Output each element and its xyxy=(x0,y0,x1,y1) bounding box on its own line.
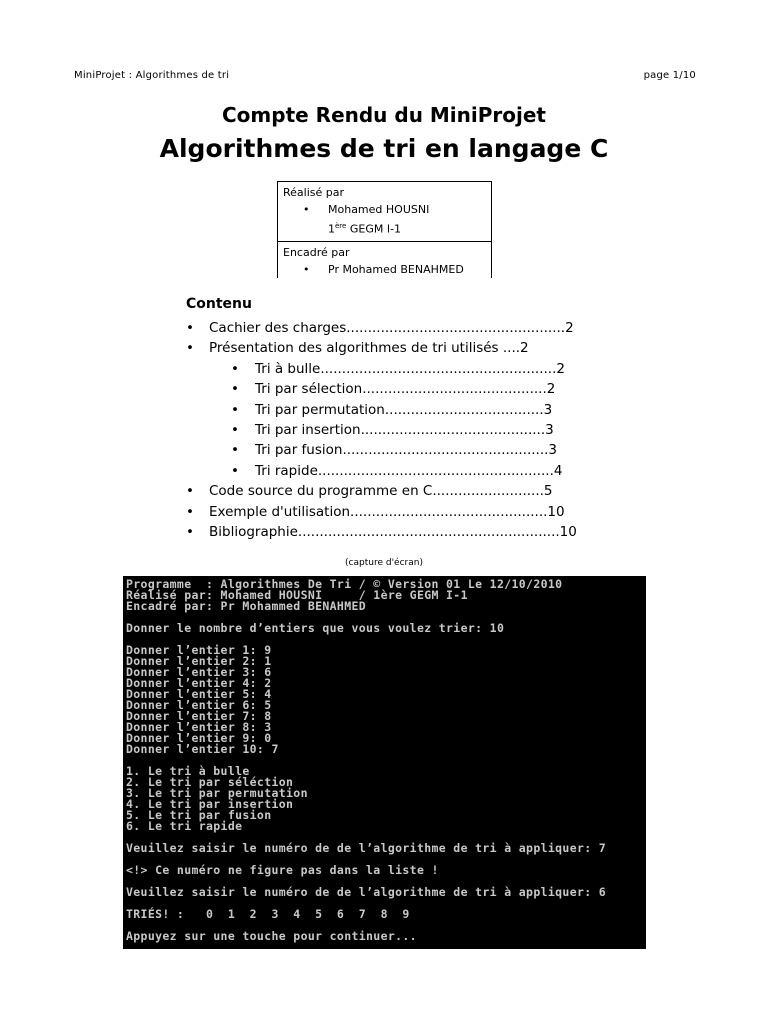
console-line: Veuillez saisir le numéro de de l’algorithme de tri à appliquer: 7 xyxy=(126,841,607,855)
console-line: 3. Le tri par permutation xyxy=(126,786,308,800)
supervisor-name: • Pr Mohamed BENAHMED xyxy=(283,261,486,278)
screenshot-caption: (capture d'écran) xyxy=(345,558,423,568)
console-line: <!> Ce numéro ne figure pas dans la liste ! xyxy=(126,863,439,877)
console-line: Donner l’entier 4: 2 xyxy=(126,676,272,690)
console-line: Réalisé par: Mohamed HOUSNI / 1ère GEGM I-1 xyxy=(126,588,468,602)
table-of-contents xyxy=(186,318,577,542)
author-class: 1ère GEGM I-1 xyxy=(328,222,402,236)
console-line: 6. Le tri rapide xyxy=(126,819,243,833)
toc-item: • Exemple d'utilisation..............................................10 xyxy=(186,502,558,522)
realise-par-label: Réalisé par xyxy=(283,186,345,199)
credits-box xyxy=(277,181,492,278)
report-title: Compte Rendu du MiniProjet xyxy=(222,103,546,127)
console-line: 5. Le tri par fusion xyxy=(126,808,272,822)
toc-subitem: • Tri par fusion................................................3 xyxy=(186,440,558,460)
report-subtitle: Algorithmes de tri en langage C xyxy=(159,134,609,163)
console-line: Donner l’entier 7: 8 xyxy=(126,709,272,723)
toc-subitem: • Tri rapide.......................................................4 xyxy=(186,461,558,481)
console-line: Donner l’entier 8: 3 xyxy=(126,720,272,734)
author-name: • Mohamed HOUSNI xyxy=(283,201,486,218)
toc-subitem: • Tri à bulle.......................................................2 xyxy=(186,359,558,379)
running-header xyxy=(74,70,696,84)
console-line: Veuillez saisir le numéro de de l’algorithme de tri à appliquer: 6 xyxy=(126,885,607,899)
console-line: Donner l’entier 3: 6 xyxy=(126,665,272,679)
console-line: Donner l’entier 9: 0 xyxy=(126,731,272,745)
toc-item: • Code source du programme en C..........................5 xyxy=(186,481,558,501)
toc-item: • Bibliographie.............................................................10 xyxy=(186,522,558,542)
header-page-number: page 1/10 xyxy=(643,70,696,81)
console-line: Donner l’entier 2: 1 xyxy=(126,654,272,668)
credits-supervisor-cell xyxy=(278,241,491,281)
console-line: Donner l’entier 6: 5 xyxy=(126,698,272,712)
credits-author-cell xyxy=(278,182,491,241)
encadre-par-label: Encadré par xyxy=(283,245,350,259)
toc-heading: Contenu xyxy=(186,296,252,312)
console-line: Encadré par: Pr Mohammed BENAHMED xyxy=(126,599,367,613)
console-screenshot xyxy=(123,576,646,949)
console-line: Donner l’entier 5: 4 xyxy=(126,687,272,701)
toc-item: • Cachier des charges...................................................2 xyxy=(186,318,558,338)
toc-subitem: • Tri par permutation.....................................3 xyxy=(186,400,558,420)
toc-subitem: • Tri par sélection...........................................2 xyxy=(186,379,558,399)
console-line: 2. Le tri par séléction xyxy=(126,775,294,789)
toc-subitem: • Tri par insertion...........................................3 xyxy=(186,420,558,440)
toc-item: • Présentation des algorithmes de tri utilisés ....2 xyxy=(186,338,558,358)
console-line: TRIÉS! : 0 1 2 3 4 5 6 7 8 9 xyxy=(126,907,410,921)
console-line: 4. Le tri par insertion xyxy=(126,797,294,811)
console-line: Donner l’entier 10: 7 xyxy=(126,742,279,756)
console-line: Programme : Algorithmes De Tri / © Version 01 Le 12/10/2010 xyxy=(126,577,563,591)
header-document-name: MiniProjet : Algorithmes de tri xyxy=(74,70,230,81)
console-line: Donner le nombre d’entiers que vous voulez trier: 10 xyxy=(126,621,505,635)
console-line: Appuyez sur une touche pour continuer... xyxy=(126,929,417,943)
console-line: 1. Le tri à bulle xyxy=(126,764,250,778)
console-line: Donner l’entier 1: 9 xyxy=(126,643,272,657)
